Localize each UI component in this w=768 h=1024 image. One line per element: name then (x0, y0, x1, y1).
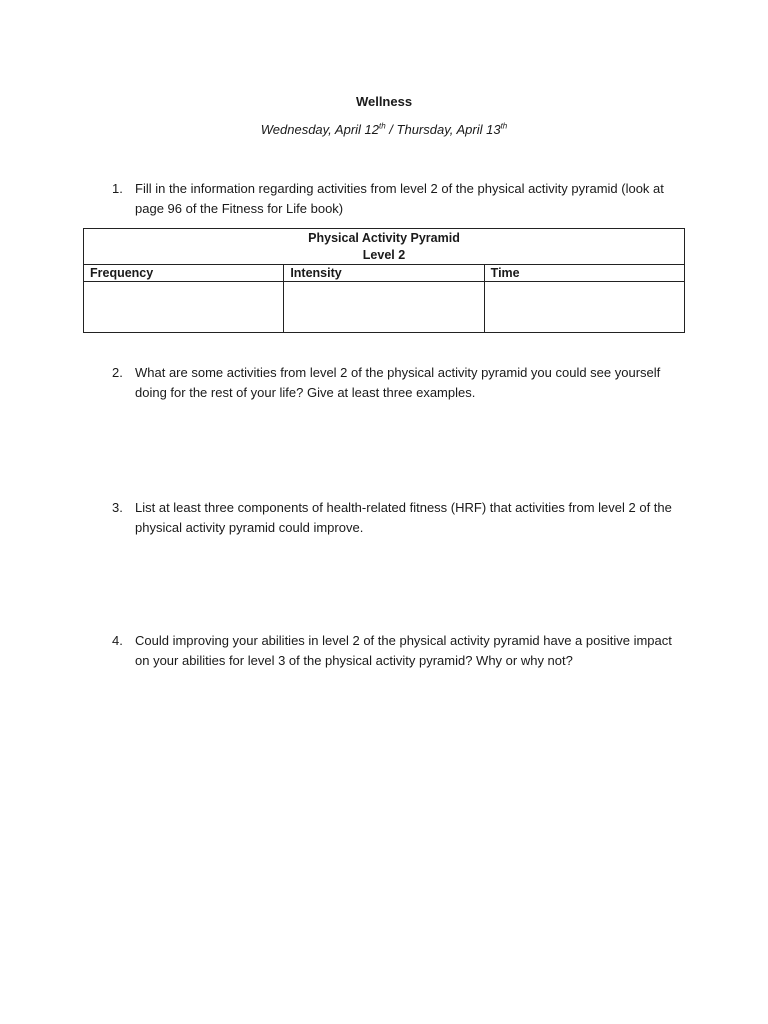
question-text: Fill in the information regarding activities from level 2 of the physical activity pyramid (look at page 96 of the Fitness for Life book) (135, 181, 664, 216)
question-number: 4. (112, 633, 123, 648)
question-number: 3. (112, 500, 123, 515)
question-text: What are some activities from level 2 of the physical activity pyramid you could see yourself doing for the rest of your life? Give at least three examples. (135, 365, 661, 400)
column-header-frequency: Frequency (84, 265, 284, 282)
intensity-answer-cell[interactable] (284, 282, 484, 333)
page-title: Wellness (355, 94, 413, 109)
question-4 (112, 631, 672, 670)
question-number: 1. (112, 181, 123, 196)
pyramid-table (83, 228, 685, 333)
date-suffix-2: th (500, 121, 508, 131)
question-number: 2. (112, 365, 123, 380)
question-2 (112, 363, 672, 402)
date-thursday: / Thursday, April 13 (385, 122, 501, 137)
table-subtitle: Level 2 (362, 248, 406, 262)
table-title: Physical Activity Pyramid (308, 231, 460, 245)
date-wednesday: Wednesday, April 12 (260, 122, 380, 137)
column-header-time: Time (484, 265, 684, 282)
question-text: List at least three components of health-related fitness (HRF) that activities from level 2 of the physical activity pyramid could improve. (135, 500, 672, 535)
time-answer-cell[interactable] (484, 282, 684, 333)
date-suffix-1: th (379, 121, 386, 131)
column-header-intensity: Intensity (284, 265, 484, 282)
date-line (0, 122, 768, 137)
question-1 (112, 179, 672, 218)
question-3 (112, 498, 672, 537)
frequency-answer-cell[interactable] (84, 282, 284, 333)
question-text: Could improving your abilities in level 2 of the physical activity pyramid have a positive impact on your abilities for level 3 of the physical activity pyramid? Why or why not? (135, 633, 672, 668)
table-header (84, 229, 685, 265)
